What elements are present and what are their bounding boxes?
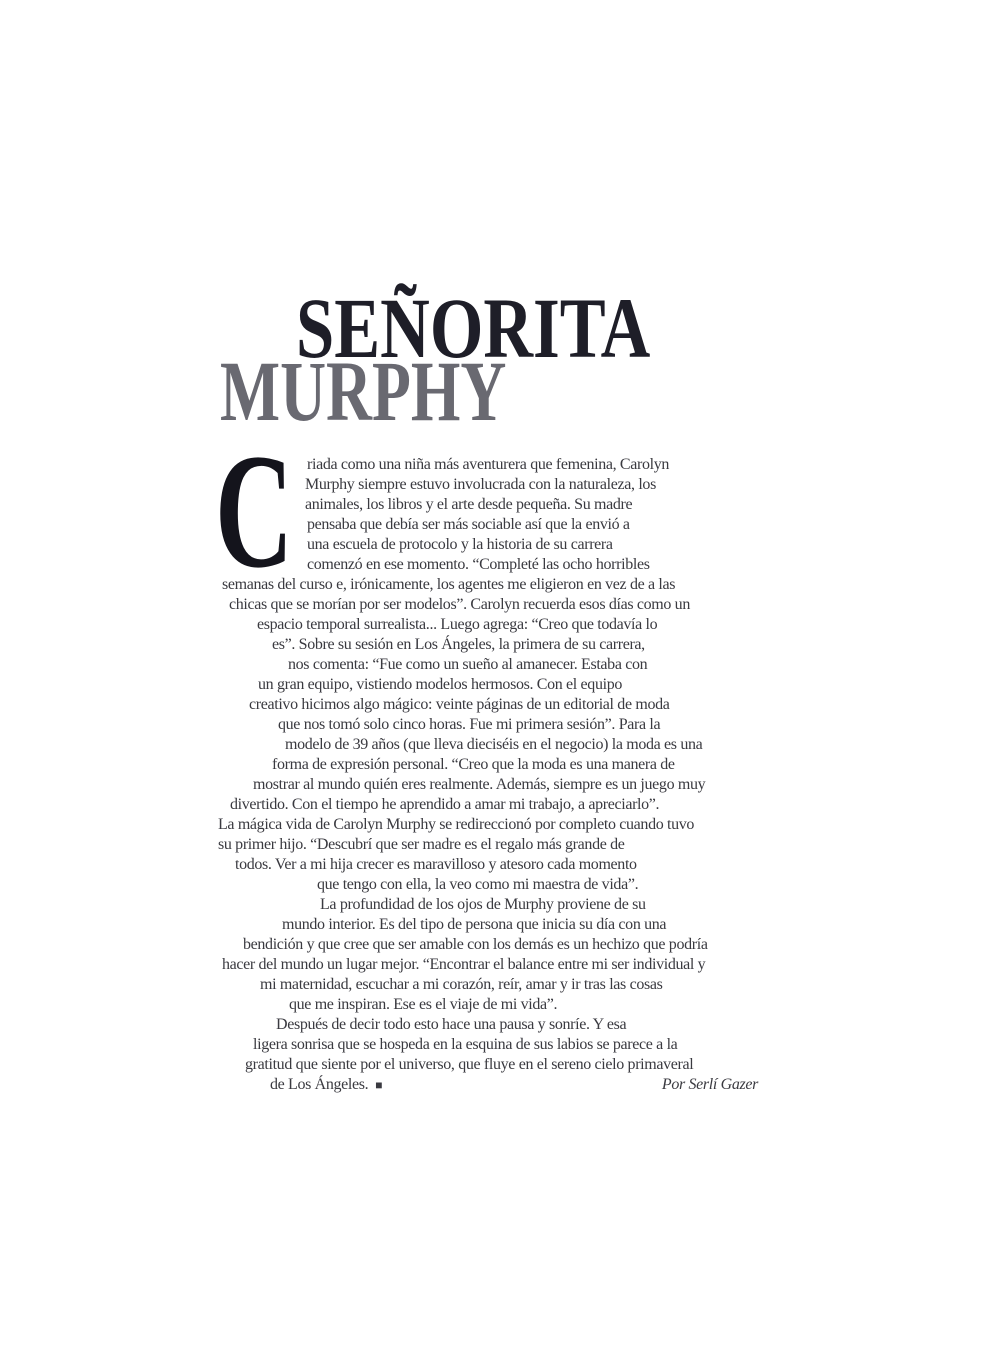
text-line: forma de expresión personal. “Creo que la moda es una manera de [272, 756, 675, 773]
text-line: todos. Ver a mi hija crecer es maravilloso y atesoro cada momento [235, 856, 637, 873]
text-line: nos comenta: “Fue como un sueño al amanecer. Estaba con [288, 656, 648, 673]
text-line: comenzó en ese momento. “Completé las ocho horribles [307, 556, 650, 573]
text-line: creativo hicimos algo mágico: veinte páginas de un editorial de moda [249, 696, 670, 713]
text-line: espacio temporal surrealista... Luego agrega: “Creo que todavía lo [257, 616, 658, 633]
text-line: hacer del mundo un lugar mejor. “Encontrar el balance entre mi ser individual y [222, 956, 706, 973]
text-line: chicas que se morían por ser modelos”. Carolyn recuerda esos días como un [229, 596, 690, 613]
byline: Por Serlí Gazer [661, 1076, 758, 1093]
text-line: ligera sonrisa que se hospeda en la esquina de sus labios se parece a la [253, 1036, 678, 1053]
drop-cap: C [215, 421, 294, 602]
text-line: La mágica vida de Carolyn Murphy se redireccionó por completo cuando tuvo [218, 816, 695, 833]
text-line: mostrar al mundo quién eres realmente. Además, siempre es un juego muy [253, 776, 706, 793]
article-last-line-row [218, 1075, 758, 1095]
article-last-line [270, 1075, 382, 1095]
text-line: Murphy siempre estuvo involucrada con la naturaleza, los [305, 476, 656, 493]
text-line: semanas del curso e, irónicamente, los agentes me eligieron en vez de a las [222, 576, 676, 593]
text-line: riada como una niña más aventurera que femenina, Carolyn [307, 456, 670, 473]
text-line: bendición y que cree que ser amable con los demás es un hechizo que podría [243, 936, 708, 953]
end-of-article-mark: ■ [375, 1078, 383, 1092]
text-line: gratitud que siente por el universo, que fluye en el sereno cielo primaveral [245, 1056, 694, 1073]
text-line: modelo de 39 años (que lleva dieciséis en el negocio) la moda es una [285, 736, 703, 753]
text-line: animales, los libros y el arte desde pequeña. Su madre [305, 496, 633, 513]
headline-line-1: SEÑORITA [296, 280, 651, 376]
text-line: es”. Sobre su sesión en Los Ángeles, la primera de su carrera, [272, 636, 645, 653]
article-body [218, 455, 758, 1095]
text-line: La profundidad de los ojos de Murphy proviene de su [320, 896, 646, 913]
text-line: que nos tomó solo cinco horas. Fue mi primera sesión”. Para la [278, 716, 661, 733]
headline-line-2: MURPHY [220, 343, 507, 439]
text-line: mi maternidad, escuchar a mi corazón, reír, amar y ir tras las cosas [260, 976, 663, 993]
text-line: su primer hijo. “Descubrí que ser madre es el regalo más grande de [218, 836, 625, 853]
text-line: pensaba que debía ser más sociable así que la envió a [307, 516, 630, 533]
text-line: mundo interior. Es del tipo de persona que inicia su día con una [282, 916, 667, 933]
last-line-text: de Los Ángeles. [270, 1076, 369, 1093]
text-line: una escuela de protocolo y la historia de su carrera [307, 536, 613, 553]
text-line: que me inspiran. Ese es el viaje de mi vida”. [289, 996, 558, 1013]
text-line: divertido. Con el tiempo he aprendido a amar mi trabajo, a apreciarlo”. [230, 796, 660, 813]
text-line: Después de decir todo esto hace una pausa y sonríe. Y esa [276, 1016, 627, 1033]
article-lines [218, 455, 758, 1075]
text-line: un gran equipo, vistiendo modelos hermosos. Con el equipo [258, 676, 623, 693]
text-line: que tengo con ella, la veo como mi maestra de vida”. [317, 876, 639, 893]
